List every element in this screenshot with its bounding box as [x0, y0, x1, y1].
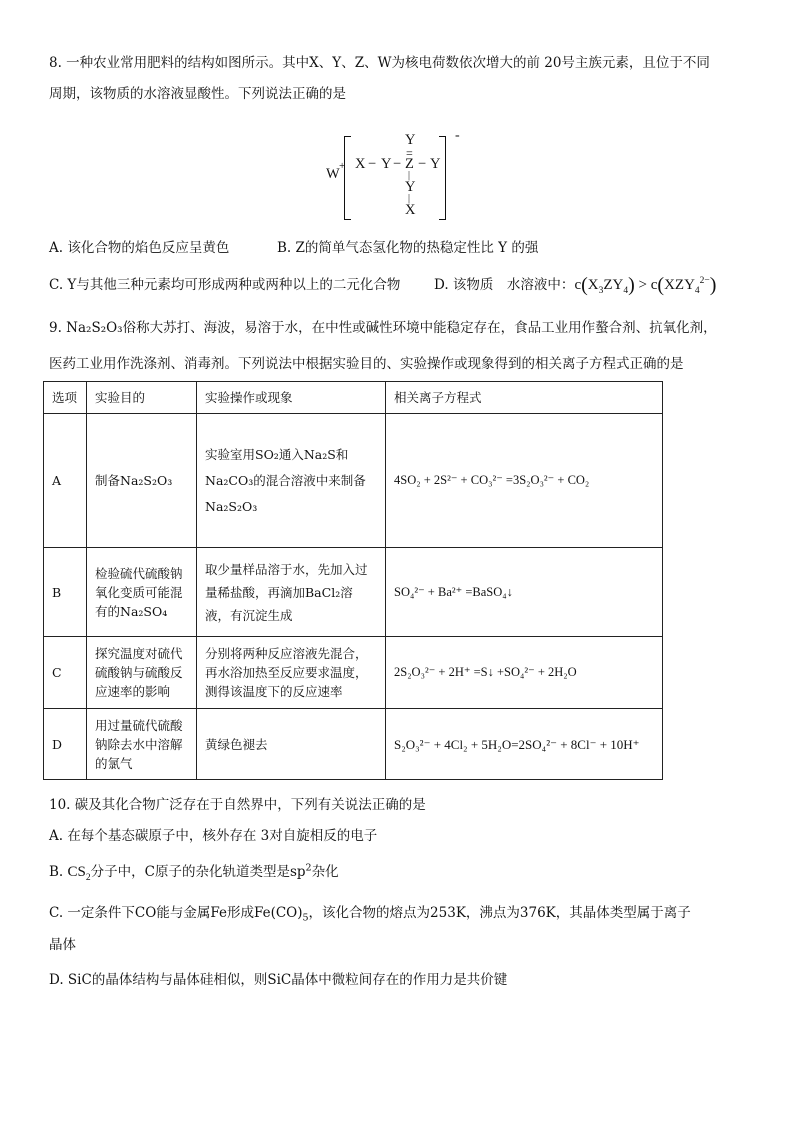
q9-stem-line2: 医药工业用作洗涤剂、消毒剂。下列说法中根据实验目的、实验操作或现象得到的相关离子方程式正确的是 [49, 356, 684, 372]
table-row [44, 709, 663, 780]
bond: − [418, 156, 427, 172]
table-row [44, 637, 663, 709]
operation-line: Na₂S₂O₃ [205, 498, 258, 514]
q10-option-b-formula: $CS_2$ [67, 864, 91, 883]
header-equation: 相关离子方程式 [386, 382, 663, 414]
operation-cell [197, 637, 386, 709]
q10-option-b-end: 杂化 [311, 864, 339, 880]
q8-stem-line1: 8. 一种农业常用肥料的结构如图所示。其中X、Y、Z、W为核电荷数依次增大的前 20号主族元素，且位于不同 [49, 55, 710, 71]
purpose-line: 用过量硫代硫酸 [95, 717, 183, 733]
equation-cell: S₂O₃²⁻ + 4Cl₂ + 5H₂O=2SO₄²⁻ + 8Cl⁻ + 10H⁺ [386, 709, 663, 780]
q10-option-d: D. SiC的晶体结构与晶体硅相似，则SiC晶体中微粒间存在的作用力是共价键 [49, 972, 508, 988]
atom-y-top: Y [405, 132, 416, 148]
purpose-line: 的氯气 [95, 755, 133, 771]
option-cell: D [44, 709, 87, 780]
operation-line: Na₂CO₃的混合溶液中来制备 [205, 472, 366, 488]
operation-line: 分别将两种反应溶液先混合， [205, 646, 368, 661]
single-bond-vertical: | [408, 193, 411, 204]
q10-option-c-line1: C. 一定条件下CO能与金属Fe形成$Fe(CO)_5$，该化合物的熔点为253K，沸点为376K，其晶体类型属于离子 [49, 905, 691, 924]
equation-cell: SO₄²⁻ + Ba²⁺ =BaSO₄↓ [386, 548, 663, 637]
option-cell: C [44, 637, 87, 709]
operation-line: 液，有沉淀生成 [205, 607, 293, 623]
purpose-line: 应速率的影响 [95, 684, 171, 699]
atom-x-bottom: X [405, 202, 416, 218]
purpose-line: 氧化变质可能混 [95, 584, 183, 600]
q8-option-d-formula: $c(X_3ZY_4) > c(XZY_4^{2-})$ [574, 274, 717, 296]
cation-w: W [326, 166, 340, 182]
q8-stem-line2: 周期，该物质的水溶液显酸性。下列说法正确的是 [49, 86, 346, 102]
header-purpose: 实验目的 [87, 382, 197, 414]
atom-y-right: Y [430, 156, 441, 172]
purpose-line: 有的Na₂SO₄ [95, 603, 168, 619]
q10-option-b-label: B. [49, 864, 68, 880]
q8-option-d [434, 275, 716, 295]
purpose-cell [87, 709, 197, 780]
q8-structure-formula [320, 128, 470, 224]
equation-cell: 2S₂O₃²⁻ + 2H⁺ =S↓ +SO₄²⁻ + 2H₂O [386, 637, 663, 709]
table-header-row [44, 382, 663, 414]
operation-cell: 黄绿色褪去 [197, 709, 386, 780]
q8-option-c: C. Y与其他三种元素均可形成两种或两种以上的二元化合物 [49, 277, 401, 293]
purpose-text: 制备Na₂S₂O₃ [95, 473, 173, 488]
purpose-cell [87, 414, 197, 548]
cation-charge: + [339, 160, 346, 172]
atom-z-center: Z [405, 156, 414, 172]
operation-line: 实验室用SO₂通入Na₂S和 [205, 446, 349, 462]
right-bracket [439, 136, 446, 220]
q10-option-c-line2: 晶体 [49, 937, 76, 953]
q8-option-a: A. 该化合物的焰色反应呈黄色 [49, 240, 230, 256]
single-bond-vertical: | [408, 170, 411, 181]
purpose-cell [87, 637, 197, 709]
q10-stem: 10. 碳及其化合物广泛存在于自然界中，下列有关说法正确的是 [49, 797, 426, 813]
q10-option-a: A. 在每个基态碳原子中，核外存在 3对自旋相反的电子 [49, 828, 378, 844]
anion-charge: - [455, 128, 460, 143]
experiment-table [43, 381, 663, 780]
q10-option-c-text-a: C. 一定条件下CO能与金属Fe形成Fe(CO) [49, 905, 303, 921]
operation-line: 测得该温度下的反应速率 [205, 684, 343, 699]
atom-y-left: Y [381, 156, 392, 172]
operation-line: 量稀盐酸，再滴加BaCl₂溶 [205, 584, 353, 600]
operation-cell [197, 548, 386, 637]
q8-option-b: B. Z的简单气态氢化物的热稳定性比 Y 的强 [277, 240, 539, 256]
operation-cell [197, 414, 386, 548]
operation-line: 取少量样品溶于水，先加入过 [205, 561, 368, 577]
equation-cell: 4SO₂ + 2S²⁻ + CO₃²⁻ =3S₂O₃²⁻ + CO₂ [386, 414, 663, 548]
bond: − [368, 156, 377, 172]
option-cell: B [44, 548, 87, 637]
header-option: 选项 [44, 382, 87, 414]
purpose-line: 钠除去水中溶解 [95, 736, 183, 752]
q8-option-d-label: D. 该物质 水溶液中： [434, 277, 575, 293]
double-bond: = [406, 146, 413, 160]
q10-option-c-text-b: ，该化合物的熔点为253K，沸点为376K，其晶体类型属于离子 [308, 905, 691, 921]
table-row [44, 414, 663, 548]
q9-stem-line1: 9. Na₂S₂O₃俗称大苏打、海波，易溶于水，在中性或碱性环境中能稳定存在，食品工业用作螯合剂、抗氧化剂， [49, 320, 717, 336]
purpose-line: 检验硫代硫酸钠 [95, 565, 183, 581]
q10-option-b: B. $CS_2$分子中，C原子的杂化轨道类型是$sp^2$杂化 [49, 862, 339, 883]
purpose-cell [87, 548, 197, 637]
purpose-line: 硫酸钠与硫酸反 [95, 665, 183, 680]
option-cell: A [44, 414, 87, 548]
atom-y-bottom: Y [405, 179, 416, 195]
left-bracket [344, 136, 351, 220]
table-row [44, 548, 663, 637]
q10-option-b-text: 分子中，C原子的杂化轨道类型是sp [90, 864, 306, 880]
header-operation: 实验操作或现象 [197, 382, 386, 414]
purpose-line: 探究温度对硫代 [95, 646, 183, 661]
bond: − [393, 156, 402, 172]
operation-line: 再水浴加热至反应要求温度， [205, 665, 368, 680]
atom-x-left: X [355, 156, 366, 172]
